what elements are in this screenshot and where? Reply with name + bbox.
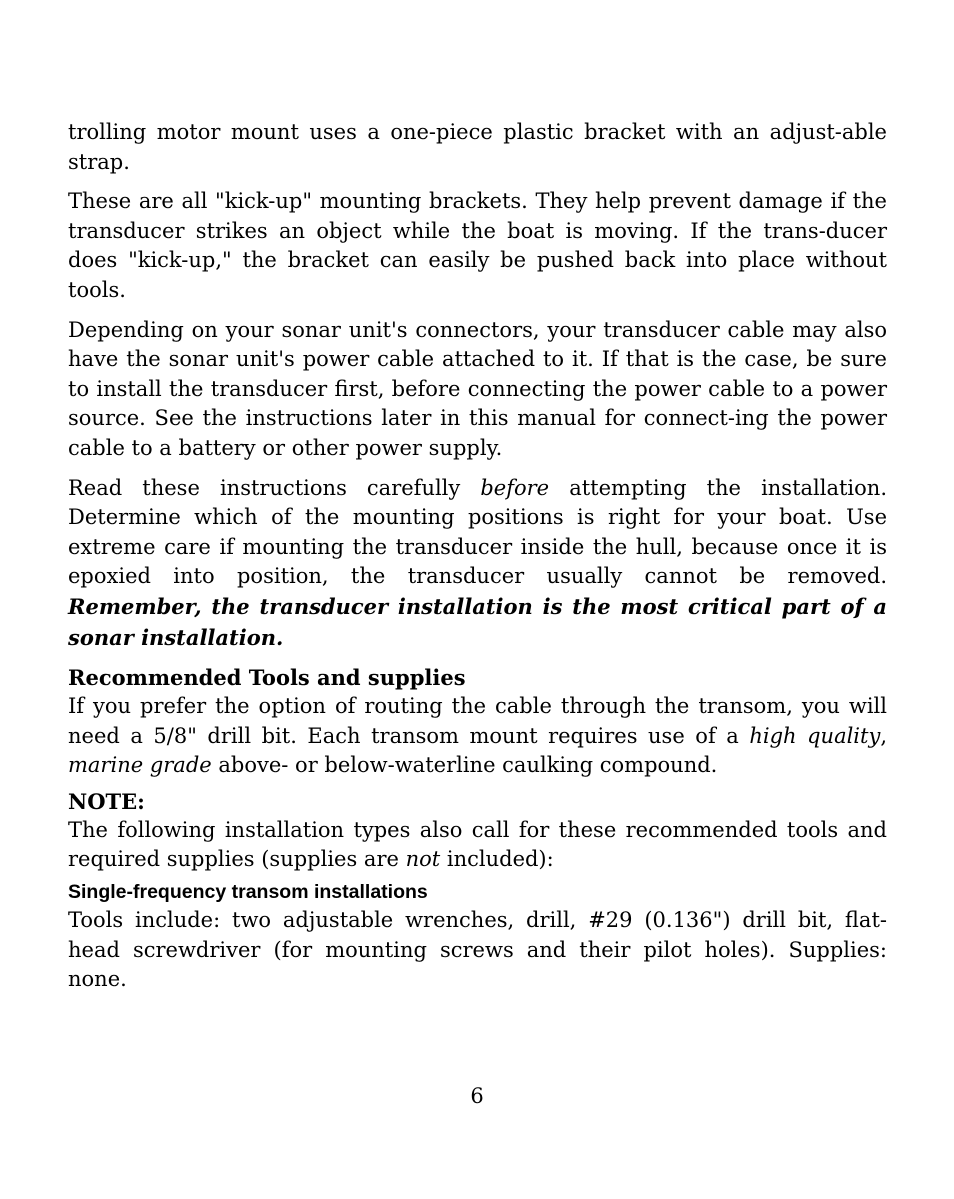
heading-single-frequency: Single-frequency transom installations xyxy=(68,881,428,904)
emphasis-not: not xyxy=(405,847,441,872)
paragraph-connectors: Depending on your sonar unit's connectors, your transducer cable may also have the sonar unit's power cable attached to it. If that is the case, be sure to install the transducer first, before connecting the power cable to a power source. See the instructions later in this manual for connect-ing the power cable to a battery or other power supply. xyxy=(68,317,887,460)
page-number: 6 xyxy=(470,1084,484,1108)
emphasis-high-quality: high quality xyxy=(749,723,881,748)
paragraph-trolling-motor: trolling motor mount uses a one-piece plastic bracket with an adjust-able strap. xyxy=(68,120,887,174)
text-run: included): xyxy=(440,847,554,872)
paragraph-installation-types xyxy=(68,816,887,875)
text-run: , xyxy=(880,723,888,748)
document-body xyxy=(68,118,887,995)
paragraph-kick-up: These are all "kick-up" mounting brackets. They help prevent damage if the transducer strikes an object while the boat is moving. If the trans-ducer does "kick-up," the bracket can easily be pushed back into place without tools. xyxy=(68,189,887,302)
note-label: NOTE: xyxy=(68,788,145,814)
heading-recommended-tools: Recommended Tools and supplies xyxy=(68,665,466,691)
text-run: Read these instructions carefully xyxy=(68,475,481,500)
text-run: The following installation types also call for these recommended tools and required supplies (supplies are xyxy=(68,817,887,872)
paragraph-read-instructions xyxy=(68,474,887,654)
paragraph-tools-include: Tools include: two adjustable wrenches, drill, #29 (0.136") drill bit, flat-head screwdriver (for mounting screws and their pilot holes). Supplies: none. xyxy=(68,908,887,992)
emphasis-remember: Remember, the transducer installation is the most critical part of a sonar installation. xyxy=(68,593,887,650)
text-run: above- or below-waterline caulking compound. xyxy=(211,753,718,778)
paragraph-drill-bit xyxy=(68,692,887,781)
text-run: attempting the installation. Determine which of the mounting positions is right for your boat. Use extreme care if mounting the transducer inside the hull, because once it is epoxied into position, the transducer usually cannot be removed. xyxy=(68,475,887,589)
emphasis-before: before xyxy=(480,475,550,500)
text-run: If you prefer the option of routing the cable through the transom, you will need a 5/8" drill bit. Each transom mount requires use of a xyxy=(68,694,887,748)
emphasis-marine-grade: marine grade xyxy=(68,753,212,778)
